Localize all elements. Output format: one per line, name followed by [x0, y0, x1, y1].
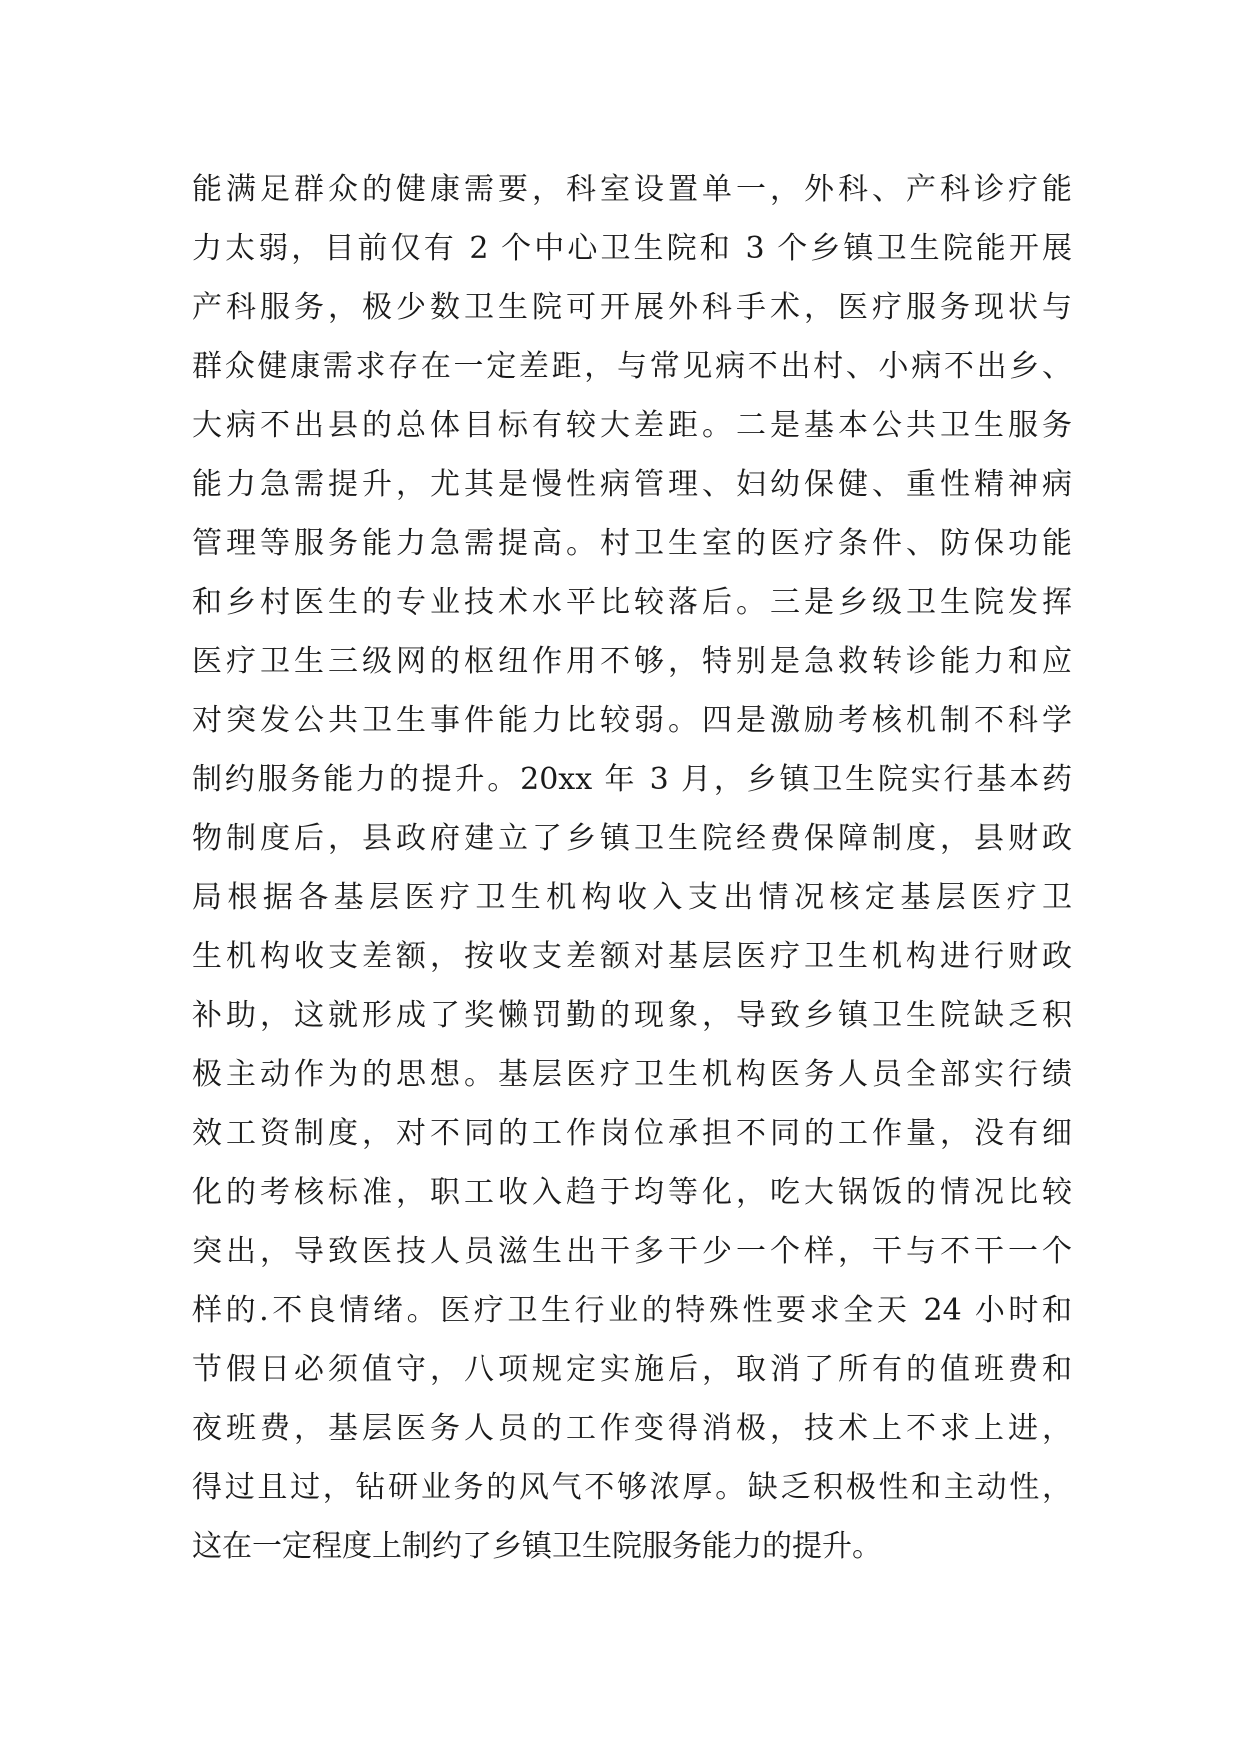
text-line-17: 效工资制度，对不同的工作岗位承担不同的工作量，没有细 — [192, 1116, 1072, 1151]
text-line-1: 能满足群众的健康需要，科室设置单一，外科、产科诊疗能 — [192, 172, 1072, 207]
text-line-8: 和乡村医生的专业技术水平比较落后。三是乡级卫生院发挥 — [192, 585, 1072, 620]
text-line-19: 突出，导致医技人员滋生出干多干少一个样，干与不干一个 — [192, 1234, 1072, 1269]
text-line-14: 生机构收支差额，按收支差额对基层医疗卫生机构进行财政 — [192, 939, 1072, 974]
text-line-2: 力太弱，目前仅有 2 个中心卫生院和 3 个乡镇卫生院能开展 — [192, 231, 1072, 266]
text-line-23: 得过且过，钻研业务的风气不够浓厚。缺乏积极性和主动性， — [192, 1470, 1072, 1505]
text-line-9: 医疗卫生三级网的枢纽作用不够，特别是急救转诊能力和应 — [192, 644, 1072, 679]
text-line-10: 对突发公共卫生事件能力比较弱。四是激励考核机制不科学 — [192, 703, 1072, 738]
text-line-18: 化的考核标准，职工收入趋于均等化，吃大锅饭的情况比较 — [192, 1175, 1072, 1210]
text-line-11: 制约服务能力的提升。20xx 年 3 月，乡镇卫生院实行基本药 — [192, 762, 1072, 797]
text-line-5: 大病不出县的总体目标有较大差距。二是基本公共卫生服务 — [192, 408, 1072, 443]
body-paragraph — [192, 160, 1072, 1576]
text-line-24: 这在一定程度上制约了乡镇卫生院服务能力的提升。 — [192, 1529, 882, 1564]
text-line-13: 局根据各基层医疗卫生机构收入支出情况核定基层医疗卫 — [192, 880, 1072, 915]
text-line-20: 样的.不良情绪。医疗卫生行业的特殊性要求全天 24 小时和 — [192, 1293, 1072, 1328]
text-line-22: 夜班费，基层医务人员的工作变得消极，技术上不求上进， — [192, 1411, 1072, 1446]
text-line-16: 极主动作为的思想。基层医疗卫生机构医务人员全部实行绩 — [192, 1057, 1072, 1092]
text-line-7: 管理等服务能力急需提高。村卫生室的医疗条件、防保功能 — [192, 526, 1072, 561]
text-line-15: 补助，这就形成了奖懒罚勤的现象，导致乡镇卫生院缺乏积 — [192, 998, 1072, 1033]
text-line-3: 产科服务，极少数卫生院可开展外科手术，医疗服务现状与 — [192, 290, 1072, 325]
text-line-6: 能力急需提升，尤其是慢性病管理、妇幼保健、重性精神病 — [192, 467, 1072, 502]
text-line-4: 群众健康需求存在一定差距，与常见病不出村、小病不出乡、 — [192, 349, 1072, 384]
text-line-21: 节假日必须值守，八项规定实施后，取消了所有的值班费和 — [192, 1352, 1072, 1387]
text-line-12: 物制度后，县政府建立了乡镇卫生院经费保障制度，县财政 — [192, 821, 1072, 856]
